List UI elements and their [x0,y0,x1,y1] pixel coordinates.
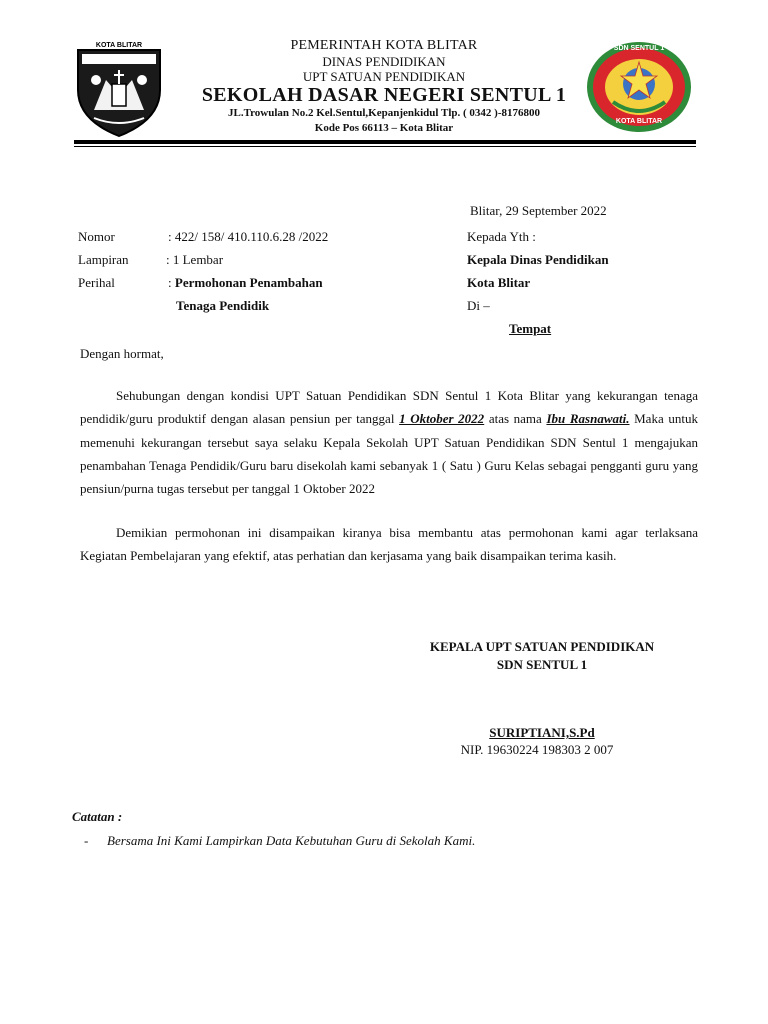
letterhead-rule-thin [74,146,696,147]
lampiran-label: Lampiran [78,252,129,267]
signatory-nip: NIP. 19630224 198303 2 007 [460,742,614,757]
school-postal: Kode Pos 66113 – Kota Blitar [314,122,454,134]
letter-date: Blitar, 29 September 2022 [470,203,607,218]
recipient-tempat: Tempat [509,321,552,336]
p1-name: Ibu Rasnawati. [546,411,630,427]
nomor-label: Nomor [78,229,115,244]
school-address: JL.Trowulan No.2 Kel.Sentul,Kepanjenkidul Tlp. ( 0342 )-8176800 [227,107,541,119]
school-name: SEKOLAH DASAR NEGERI SENTUL 1 [201,84,567,106]
notes-label: Catatan : [72,809,123,824]
perihal-colon: : [168,275,175,290]
notes-bullet: - [84,833,89,848]
letterhead-line-2: DINAS PENDIDIKAN [322,54,446,69]
notes-item: Bersama Ini Kami Lampirkan Data Kebutuhan Guru di Sekolah Kami. [107,833,476,848]
p1-part-c: Maka untuk memenuhi kekurangan tersebut saya selaku Kepala Sekolah UPT Satuan Pendidikan SDN Sentul 1 mengajukan penambahan Tenaga Pendidik/Guru baru disekolah kami sebanyak 1 ( Satu ) Guru Kelas sebagai pengganti guru yang pensiun/purna tugas tersebut per tanggal 1 Oktober 2022 [80,411,698,497]
nomor-value: : 422/ 158/ 410.110.6.28 /2022 [168,229,329,244]
signature-title-1: KEPALA UPT SATUAN PENDIDIKAN [429,639,655,654]
letterhead-line-1: PEMERINTAH KOTA BLITAR [290,38,478,53]
greeting: Dengan hormat, [80,346,164,361]
right-logo-bottom-text: KOTA BLITAR [615,118,663,125]
letterhead-line-3: UPT SATUAN PENDIDIKAN [302,69,466,84]
left-logo-caption: KOTA BLITAR [95,42,143,49]
p1-part-b: atas nama [484,411,547,427]
recipient-kepada: Kepada Yth : [467,229,536,244]
right-logo-top-text: SDN SENTUL 1 [613,45,665,52]
perihal-value [168,275,323,291]
perihal-label: Perihal [78,275,115,290]
recipient-name: Kepala Dinas Pendidikan [467,252,609,267]
signature-title-2: SDN SENTUL 1 [496,657,588,672]
lampiran-value: : 1 Lembar [166,252,224,267]
recipient-city: Kota Blitar [467,275,531,290]
letterhead-rule-thick [74,140,696,144]
p2-text: Demikian permohonan ini disampaikan kiranya bisa membantu atas permohonan kami agar terlaksana Kegiatan Pembelajaran yang efektif, atas perhatian dan kerjasama yang baik disampaikan terima kasih. [80,525,698,564]
p1-part-a: Sehubungan dengan kondisi UPT Satuan Pendidikan SDN Sentul 1 Kota Blitar yang kekurangan tenaga pendidik/guru produktif dengan alasan pensiun per tanggal [80,388,698,427]
body-paragraph-2 [80,521,698,568]
signatory-name: SURIPTIANI,S.Pd [489,725,595,740]
perihal-text-2: Tenaga Pendidik [176,298,270,313]
recipient-di: Di – [467,298,490,313]
body-paragraph-1 [80,384,698,500]
perihal-text-1: Permohonan Penambahan [174,275,323,290]
p1-date: 1 Oktober 2022 [399,411,485,427]
